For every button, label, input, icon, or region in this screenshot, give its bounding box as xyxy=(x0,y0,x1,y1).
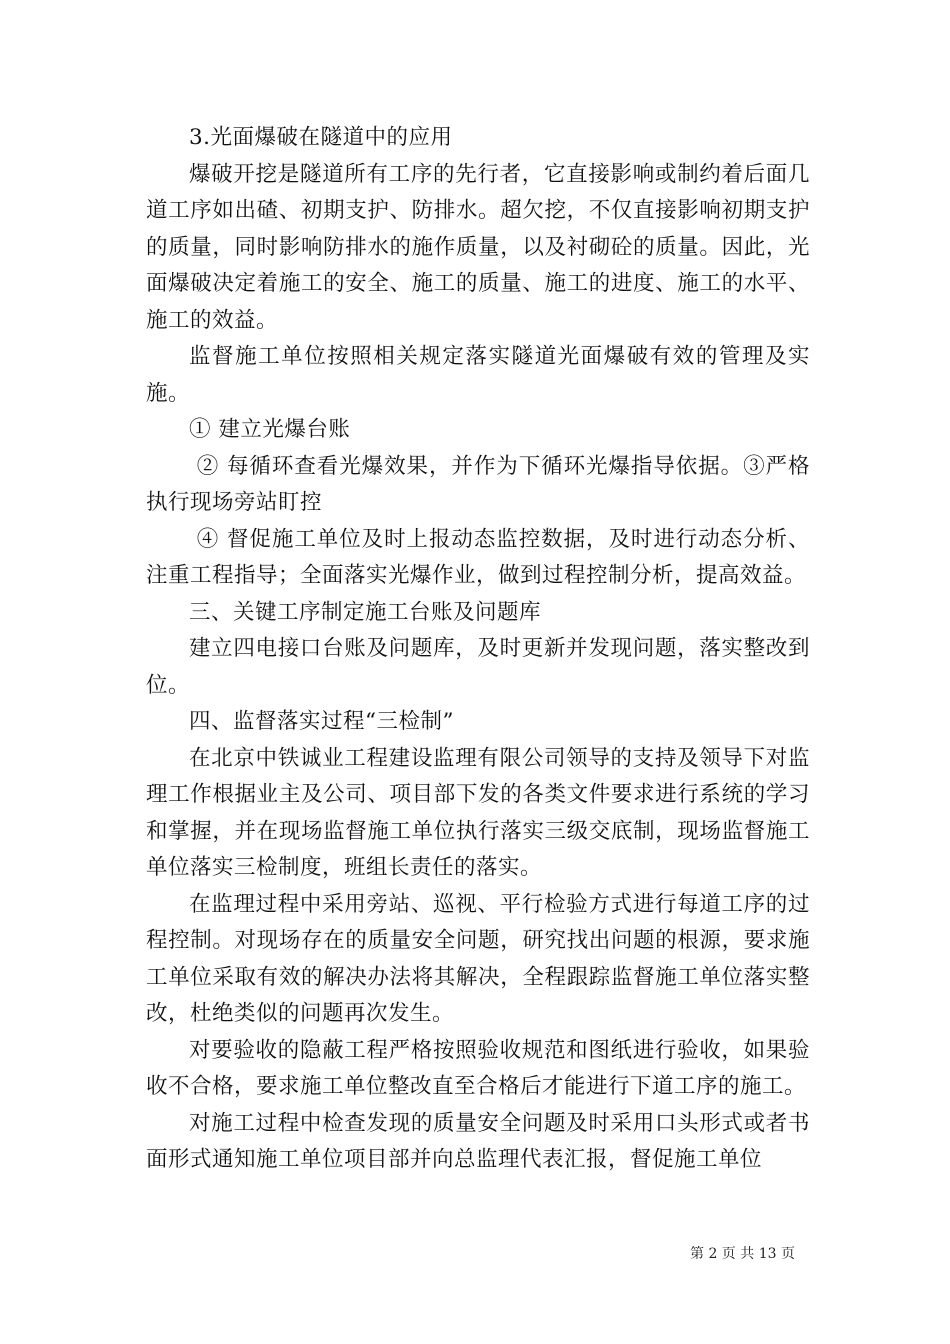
paragraph-issue-reporting: 对施工过程中检查发现的质量安全问题及时采用口头形式或者书面形式通知施工单位项目部并向总监理代表汇报，督促施工单位 xyxy=(146,1110,810,1172)
page-number: 第 2 页 共 13 页 xyxy=(690,1246,795,1262)
paragraph-company-leadership: 在北京中铁诚业工程建设监理有限公司领导的支持及领导下对监理工作根据业主及公司、项目部下发的各类文件要求进行系统的学习和掌握，并在现场监督施工单位执行落实三级交底制，现场监督施工单位落实三检制度，班组长责任的落实。 xyxy=(146,745,810,880)
document-body xyxy=(146,120,810,1179)
section-heading-key-process: 三、关键工序制定施工台账及问题库 xyxy=(189,599,542,625)
list-item-1: ① 建立光爆台账 xyxy=(189,417,351,442)
paragraph-interface-ledger: 建立四电接口台账及问题库，及时更新并发现问题，落实整改到位。 xyxy=(146,636,810,698)
list-item-2-3: ② 每循环查看光爆效果，并作为下循环光爆指导依据。③严格执行现场旁站盯控 xyxy=(146,453,810,515)
paragraph-blasting-importance: 爆破开挖是隧道所有工序的先行者，它直接影响或制约着后面几道工序如出碴、初期支护、防排水。超欠挖，不仅直接影响初期支护的质量，同时影响防排水的施作质量，以及衬砌砼的质量。因此，光面爆破决定着施工的安全、施工的质量、施工的进度、施工的水平、施工的效益。 xyxy=(146,161,810,333)
paragraph-process-control: 在监理过程中采用旁站、巡视、平行检验方式进行每道工序的过程控制。对现场存在的质量安全问题，研究找出问题的根源，要求施工单位采取有效的解决办法将其解决，全程跟踪监督施工单位落实整改，杜绝类似的问题再次发生。 xyxy=(146,891,810,1026)
list-item-4: ④ 督促施工单位及时上报动态监控数据，及时进行动态分析、注重工程指导；全面落实光爆作业，做到过程控制分析，提高效益。 xyxy=(146,526,810,588)
section-heading-three-checks: 四、监督落实过程“三检制” xyxy=(189,709,454,734)
section-heading-smooth-blasting: 3.光面爆破在隧道中的应用 xyxy=(189,125,453,150)
paragraph-hidden-works: 对要验收的隐蔽工程严格按照验收规范和图纸进行验收，如果验收不合格，要求施工单位整改直至合格后才能进行下道工序的施工。 xyxy=(146,1037,810,1099)
paragraph-supervise-implementation: 监督施工单位按照相关规定落实隧道光面爆破有效的管理及实施。 xyxy=(146,344,810,406)
